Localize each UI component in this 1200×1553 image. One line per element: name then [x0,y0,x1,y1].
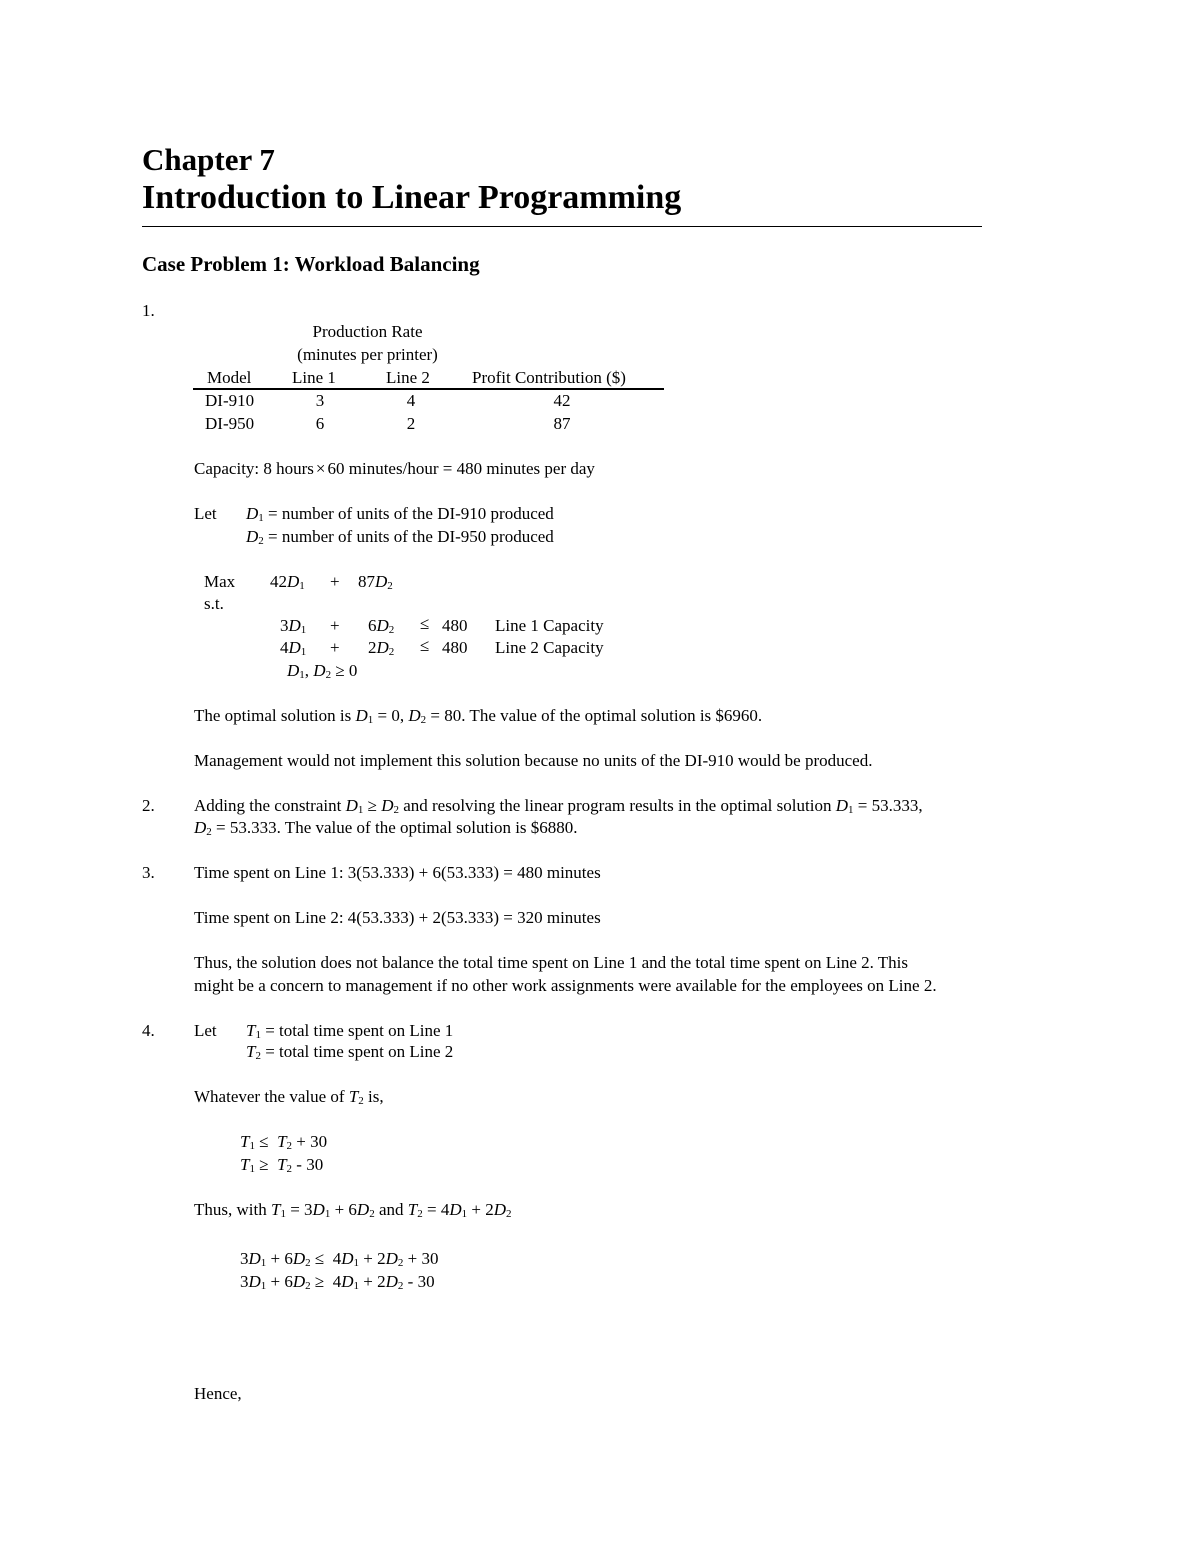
t-inequality-2: $T_1 \ge T_2 - 30$ [240,1155,324,1175]
capacity-line: Capacity: 8 hours × 60 minutes/hour = 480 minutes per day [194,459,595,478]
q3-number: 3. [142,863,155,882]
def-d1: $D_1$ = number of units of the DI-910 produced [246,504,554,524]
table-cell: 4 [406,391,416,410]
column-header-model: Model [207,368,252,387]
q2-text-line1: Adding the constraint $D_1 \ge D_2$ and resolving the linear program results in the optimal solution $D_1 = 53.333$, [194,796,923,816]
management-text: Management would not implement this solution because no units of the DI-910 would be produced. [194,751,873,770]
hence-text: Hence, [194,1384,242,1403]
objective-plus: + [330,572,340,591]
q3-paragraph-line1: Thus, the solution does not balance the total time spent on Line 1 and the total time spent on Line 2. This [194,953,909,972]
column-header-line2: Line 2 [386,368,430,387]
table-cell: 42 [553,391,571,410]
def-d2: $D_2$ = number of units of the DI-950 produced [246,527,554,547]
q2-number: 2. [142,796,155,815]
q3-line1-time: Time spent on Line 1: 3(53.333) + 6(53.333) = 480 minutes [194,863,601,882]
let-label: Let [194,504,217,523]
table-cell: DI-950 [205,414,255,433]
title-rule [142,226,982,227]
q4-let-label: Let [194,1021,217,1040]
st-label: s.t. [204,594,224,613]
constraint-rhs: 480 [442,616,468,635]
objective-term-1: $42D_1$ [270,572,305,592]
table-header-rule [193,388,664,390]
constraint-plus: + [330,638,340,657]
q3-line2-time: Time spent on Line 2: 4(53.333) + 2(53.333) = 320 minutes [194,908,601,927]
table-cell: 6 [315,414,325,433]
page-title: Introduction to Linear Programming [142,179,682,216]
table-group-subheader: (minutes per printer) [297,345,438,364]
def-t2: $T_2$ = total time spent on Line 2 [246,1042,454,1062]
whatever-text: Whatever the value of $T_2$ is, [194,1087,384,1107]
constraint-label: Line 1 Capacity [495,616,604,635]
constraint-term: $6D_2$ [368,616,395,636]
constraint-term: $2D_2$ [368,638,395,658]
table-cell: 87 [553,414,571,433]
table-cell: DI-910 [205,391,255,410]
thus-with-text: Thus, with $T_1 = 3D_1 + 6D_2$ and $T_2 = 4D_1 + 2D_2$ [194,1200,512,1220]
d-inequality-2: $3D_1 + 6D_2 \ge 4D_1 + 2D_2 - 30$ [240,1272,435,1292]
constraint-plus: + [330,616,340,635]
q3-paragraph-line2: might be a concern to management if no other work assignments were available for the employees on Line 2. [194,976,937,995]
constraint-label: Line 2 Capacity [495,638,604,657]
table-cell: 2 [406,414,416,433]
d-inequality-1: $3D_1 + 6D_2 \le 4D_1 + 2D_2 + 30$ [240,1249,439,1269]
constraint-term: $4D_1$ [280,638,307,658]
case-heading: Case Problem 1: Workload Balancing [142,252,480,276]
constraint-term: $3D_1$ [280,616,307,636]
q4-number: 4. [142,1021,155,1040]
column-header-line1: Line 1 [292,368,336,387]
optimal-solution-text: The optimal solution is $D_1 = 0$, $D_2 = 80$. The value of the optimal solution is $6960. [194,706,763,726]
q2-text-line2: $D_2 = 53.333$. The value of the optimal solution is $6880. [194,818,578,838]
column-header-profit: Profit Contribution ($) [472,368,626,387]
nonnegativity: $D_1$, $D_2 \ge 0$ [287,661,358,681]
q1-number: 1. [142,301,155,320]
leq-sign: ≤ [420,614,430,633]
chapter-heading: Chapter 7 [142,142,275,177]
constraint-rhs: 480 [442,638,468,657]
table-group-header: Production Rate [312,322,423,341]
table-cell: 3 [315,391,325,410]
objective-term-2: $87D_2$ [358,572,393,592]
leq-sign: ≤ [420,636,430,655]
max-label: Max [204,572,236,591]
def-t1: $T_1$ = total time spent on Line 1 [246,1021,454,1041]
t-inequality-1: $T_1 \le T_2 + 30$ [240,1132,328,1152]
